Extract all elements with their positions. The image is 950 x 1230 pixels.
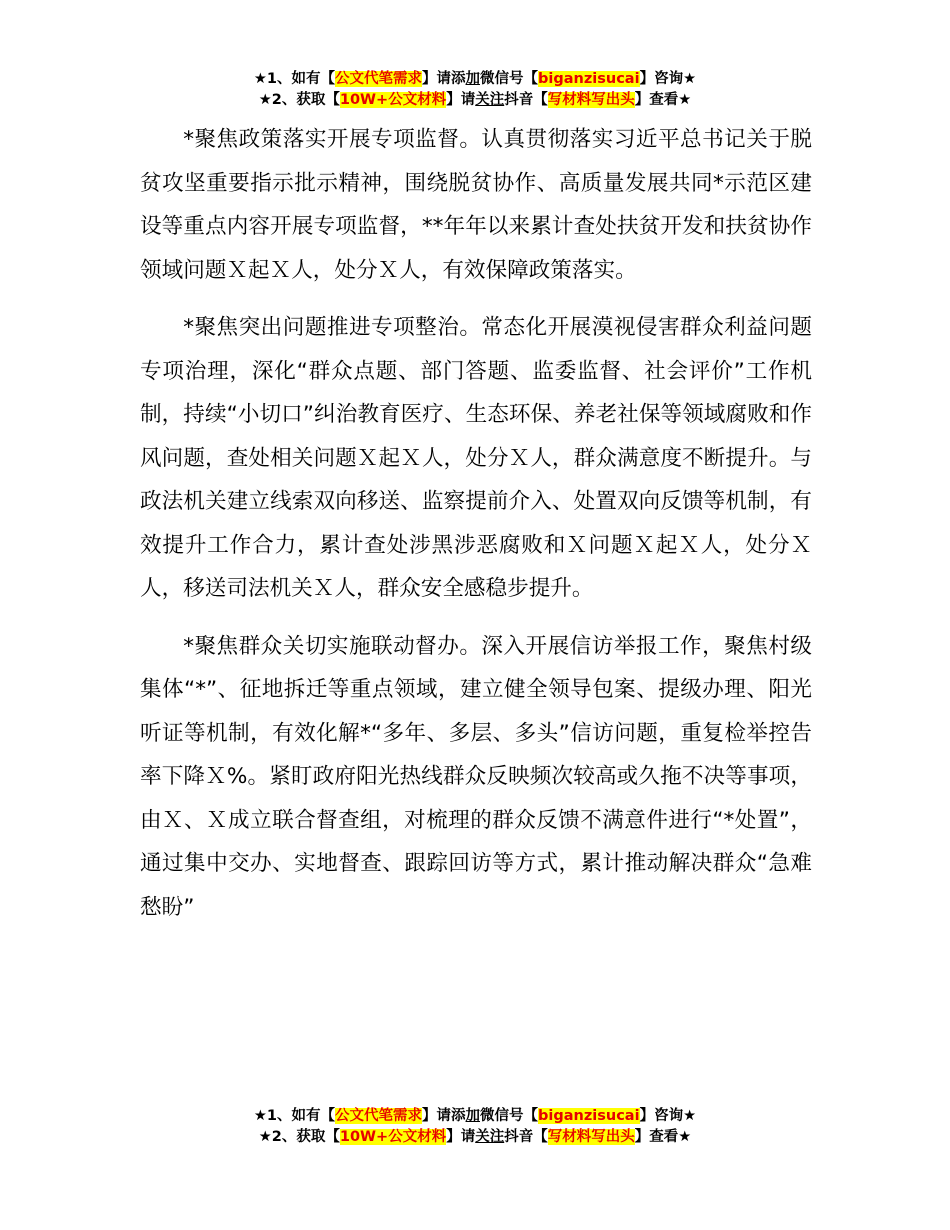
banner-text: 抖音【 bbox=[504, 92, 548, 108]
banner-line-2 bbox=[0, 1127, 950, 1148]
highlight-wechat-id: biganzisucai bbox=[538, 71, 640, 87]
highlight-douyin-account: 写材料写出头 bbox=[547, 1129, 635, 1145]
banner-text: 】请添 bbox=[422, 71, 466, 87]
banner-text: 】查看★ bbox=[634, 92, 692, 108]
banner-line-1 bbox=[0, 1106, 950, 1127]
banner-line-1 bbox=[0, 69, 950, 90]
banner-emphasis: 加 bbox=[465, 71, 481, 87]
highlight-materials: 10W+公文材料 bbox=[339, 1129, 447, 1145]
banner-text: 】咨询★ bbox=[639, 1108, 697, 1124]
banner-text: ★2、获取【 bbox=[258, 1129, 340, 1145]
highlight-service: 公文代笔需求 bbox=[335, 71, 423, 87]
banner-emphasis: 关注 bbox=[475, 1129, 505, 1145]
banner-text: ★1、如有【 bbox=[253, 1108, 336, 1124]
banner-text: 】请 bbox=[446, 92, 476, 108]
banner-text: 】查看★ bbox=[634, 1129, 692, 1145]
highlight-douyin-account: 写材料写出头 bbox=[547, 92, 635, 108]
document-body bbox=[140, 118, 812, 929]
banner-text: 微信号【 bbox=[480, 71, 539, 87]
banner-text: 】咨询★ bbox=[639, 71, 697, 87]
banner-text: 】请添 bbox=[422, 1108, 466, 1124]
banner-line-2 bbox=[0, 90, 950, 111]
highlight-wechat-id: biganzisucai bbox=[538, 1108, 640, 1124]
highlight-materials: 10W+公文材料 bbox=[339, 92, 447, 108]
banner-text: ★1、如有【 bbox=[253, 71, 336, 87]
header-banner bbox=[0, 69, 950, 111]
banner-text: 微信号【 bbox=[480, 1108, 539, 1124]
banner-text: 抖音【 bbox=[504, 1129, 548, 1145]
highlight-service: 公文代笔需求 bbox=[335, 1108, 423, 1124]
paragraph-policy-supervision: *聚焦政策落实开展专项监督。认真贯彻落实习近平总书记关于脱贫攻坚重要指示批示精神，围绕脱贫协作、高质量发展共同*示范区建设等重点内容开展专项监督，**年年以来累计查处扶贫开发和扶贫协作领域问题Ｘ起Ｘ人，处分Ｘ人，有效保障政策落实。 bbox=[140, 127, 812, 283]
banner-emphasis: 关注 bbox=[475, 92, 505, 108]
paragraph-joint-supervision: *聚焦群众关切实施联动督办。深入开展信访举报工作，聚焦村级集体“*”、征地拆迁等重点领域，建立健全领导包案、提级办理、阳光听证等机制，有效化解*“多年、多层、多头”信访问题，重复检举控告率下降Ｘ%。紧盯政府阳光热线群众反映频次较高或久拖不决等事项，由Ｘ、Ｘ成立联合督查组，对梳理的群众反馈不满意件进行“*处置”，通过集中交办、实地督查、跟踪回访等方式，累计推动解决群众“急难愁盼” bbox=[140, 633, 812, 920]
banner-text: ★2、获取【 bbox=[258, 92, 340, 108]
footer-banner bbox=[0, 1106, 950, 1148]
paragraph-special-rectification: *聚焦突出问题推进专项整治。常态化开展漠视侵害群众利益问题专项治理，深化“群众点题、部门答题、监委监督、社会评价”工作机制，持续“小切口”纠治教育医疗、生态环保、养老社保等领域腐败和作风问题，查处相关问题Ｘ起Ｘ人，处分Ｘ人，群众满意度不断提升。与政法机关建立线索双向移送、监察提前介入、处置双向反馈等机制，有效提升工作合力，累计查处涉黑涉恶腐败和Ｘ问题Ｘ起Ｘ人，处分Ｘ人，移送司法机关Ｘ人，群众安全感稳步提升。 bbox=[140, 315, 812, 601]
banner-emphasis: 加 bbox=[465, 1108, 481, 1124]
banner-text: 】请 bbox=[446, 1129, 476, 1145]
